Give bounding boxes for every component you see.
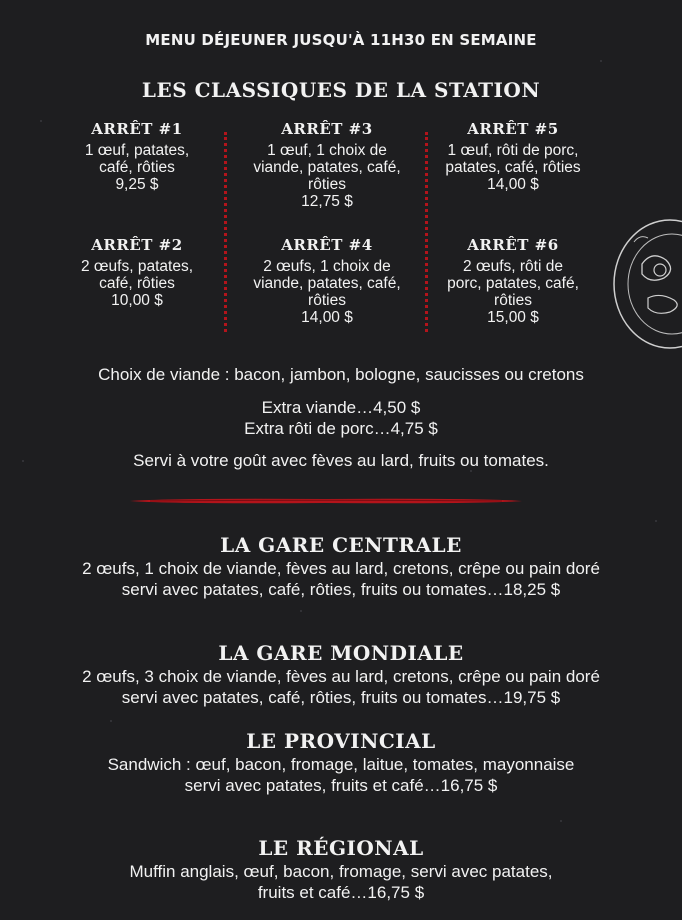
background-speck	[110, 720, 112, 722]
stop-item	[232, 232, 422, 326]
served-note: Servi à votre goût avec fèves au lard, fruits ou tomates.	[133, 451, 549, 470]
stop-description: 1 œuf, patates,	[84, 142, 190, 159]
stop-description: 1 œuf, rôti de porc,	[447, 142, 579, 159]
stop-description: rôties	[308, 176, 346, 193]
stop-name: ARRÊT #5	[467, 120, 559, 138]
stop-description: 2 œufs, rôti de	[463, 258, 563, 275]
stop-name: ARRÊT #2	[91, 236, 183, 254]
background-speck	[560, 820, 562, 822]
regional-title: LE RÉGIONAL	[258, 836, 424, 860]
stop-description: patates, café, rôties	[445, 159, 581, 176]
section-divider	[130, 497, 522, 505]
stop-item	[418, 116, 608, 193]
gare-mondiale-title: LA GARE MONDIALE	[218, 641, 464, 665]
stop-name: ARRÊT #4	[281, 236, 373, 254]
meat-choice-note: Choix de viande : bacon, jambon, bologne, saucisses ou cretons	[98, 365, 584, 384]
section-title-classiques: LES CLASSIQUES DE LA STATION	[141, 78, 541, 102]
background-speck	[600, 60, 602, 62]
regional-line: fruits et café…16,75 $	[257, 883, 425, 902]
gare-centrale-line: servi avec patates, café, rôties, fruits ou tomates…18,25 $	[121, 580, 561, 599]
stop-description: café, rôties	[99, 159, 175, 176]
stop-item	[232, 116, 422, 210]
stop-price: 9,25 $	[115, 176, 159, 193]
stop-name: ARRÊT #1	[91, 120, 183, 138]
column-separator	[425, 132, 428, 332]
stop-description: 1 œuf, 1 choix de	[267, 142, 387, 159]
stop-item	[42, 232, 232, 309]
stop-price: 14,00 $	[301, 309, 353, 326]
extra-pork-price: Extra rôti de porc…4,75 $	[244, 419, 438, 438]
stop-description: café, rôties	[99, 275, 175, 292]
gare-centrale-line: 2 œufs, 1 choix de viande, fèves au lard, cretons, crêpe ou pain doré	[82, 559, 600, 578]
column-separator	[224, 132, 227, 332]
gare-centrale-title: LA GARE CENTRALE	[220, 533, 462, 557]
background-speck	[300, 610, 302, 612]
stop-description: rôties	[494, 292, 532, 309]
provincial-title: LE PROVINCIAL	[246, 729, 436, 753]
stop-description: 2 œufs, 1 choix de	[263, 258, 391, 275]
stop-price: 12,75 $	[301, 193, 353, 210]
regional-line: Muffin anglais, œuf, bacon, fromage, servi avec patates,	[129, 862, 553, 881]
stop-price: 15,00 $	[487, 309, 539, 326]
gare-mondiale-line: servi avec patates, café, rôties, fruits ou tomates…19,75 $	[121, 688, 561, 707]
provincial-line: servi avec patates, fruits et café…16,75 $	[184, 776, 498, 795]
menu-header: MENU DÉJEUNER JUSQU'À 11H30 EN SEMAINE	[145, 31, 537, 49]
gare-mondiale-line: 2 œufs, 3 choix de viande, fèves au lard, cretons, crêpe ou pain doré	[82, 667, 600, 686]
stops-grid	[52, 116, 632, 336]
stop-description: viande, patates, café,	[253, 159, 401, 176]
stop-description: viande, patates, café,	[253, 275, 401, 292]
stop-name: ARRÊT #6	[467, 236, 559, 254]
stop-item	[42, 116, 232, 193]
background-speck	[655, 520, 657, 522]
stop-description: 2 œufs, patates,	[81, 258, 193, 275]
stop-name: ARRÊT #3	[281, 120, 373, 138]
stop-price: 10,00 $	[111, 292, 163, 309]
provincial-line: Sandwich : œuf, bacon, fromage, laitue, tomates, mayonnaise	[107, 755, 575, 774]
stop-description: porc, patates, café,	[447, 275, 579, 292]
extra-meat-price: Extra viande…4,50 $	[261, 398, 421, 417]
stop-price: 14,00 $	[487, 176, 539, 193]
plate-sketch-icon	[612, 212, 682, 362]
stop-item	[418, 232, 608, 326]
stop-description: rôties	[308, 292, 346, 309]
